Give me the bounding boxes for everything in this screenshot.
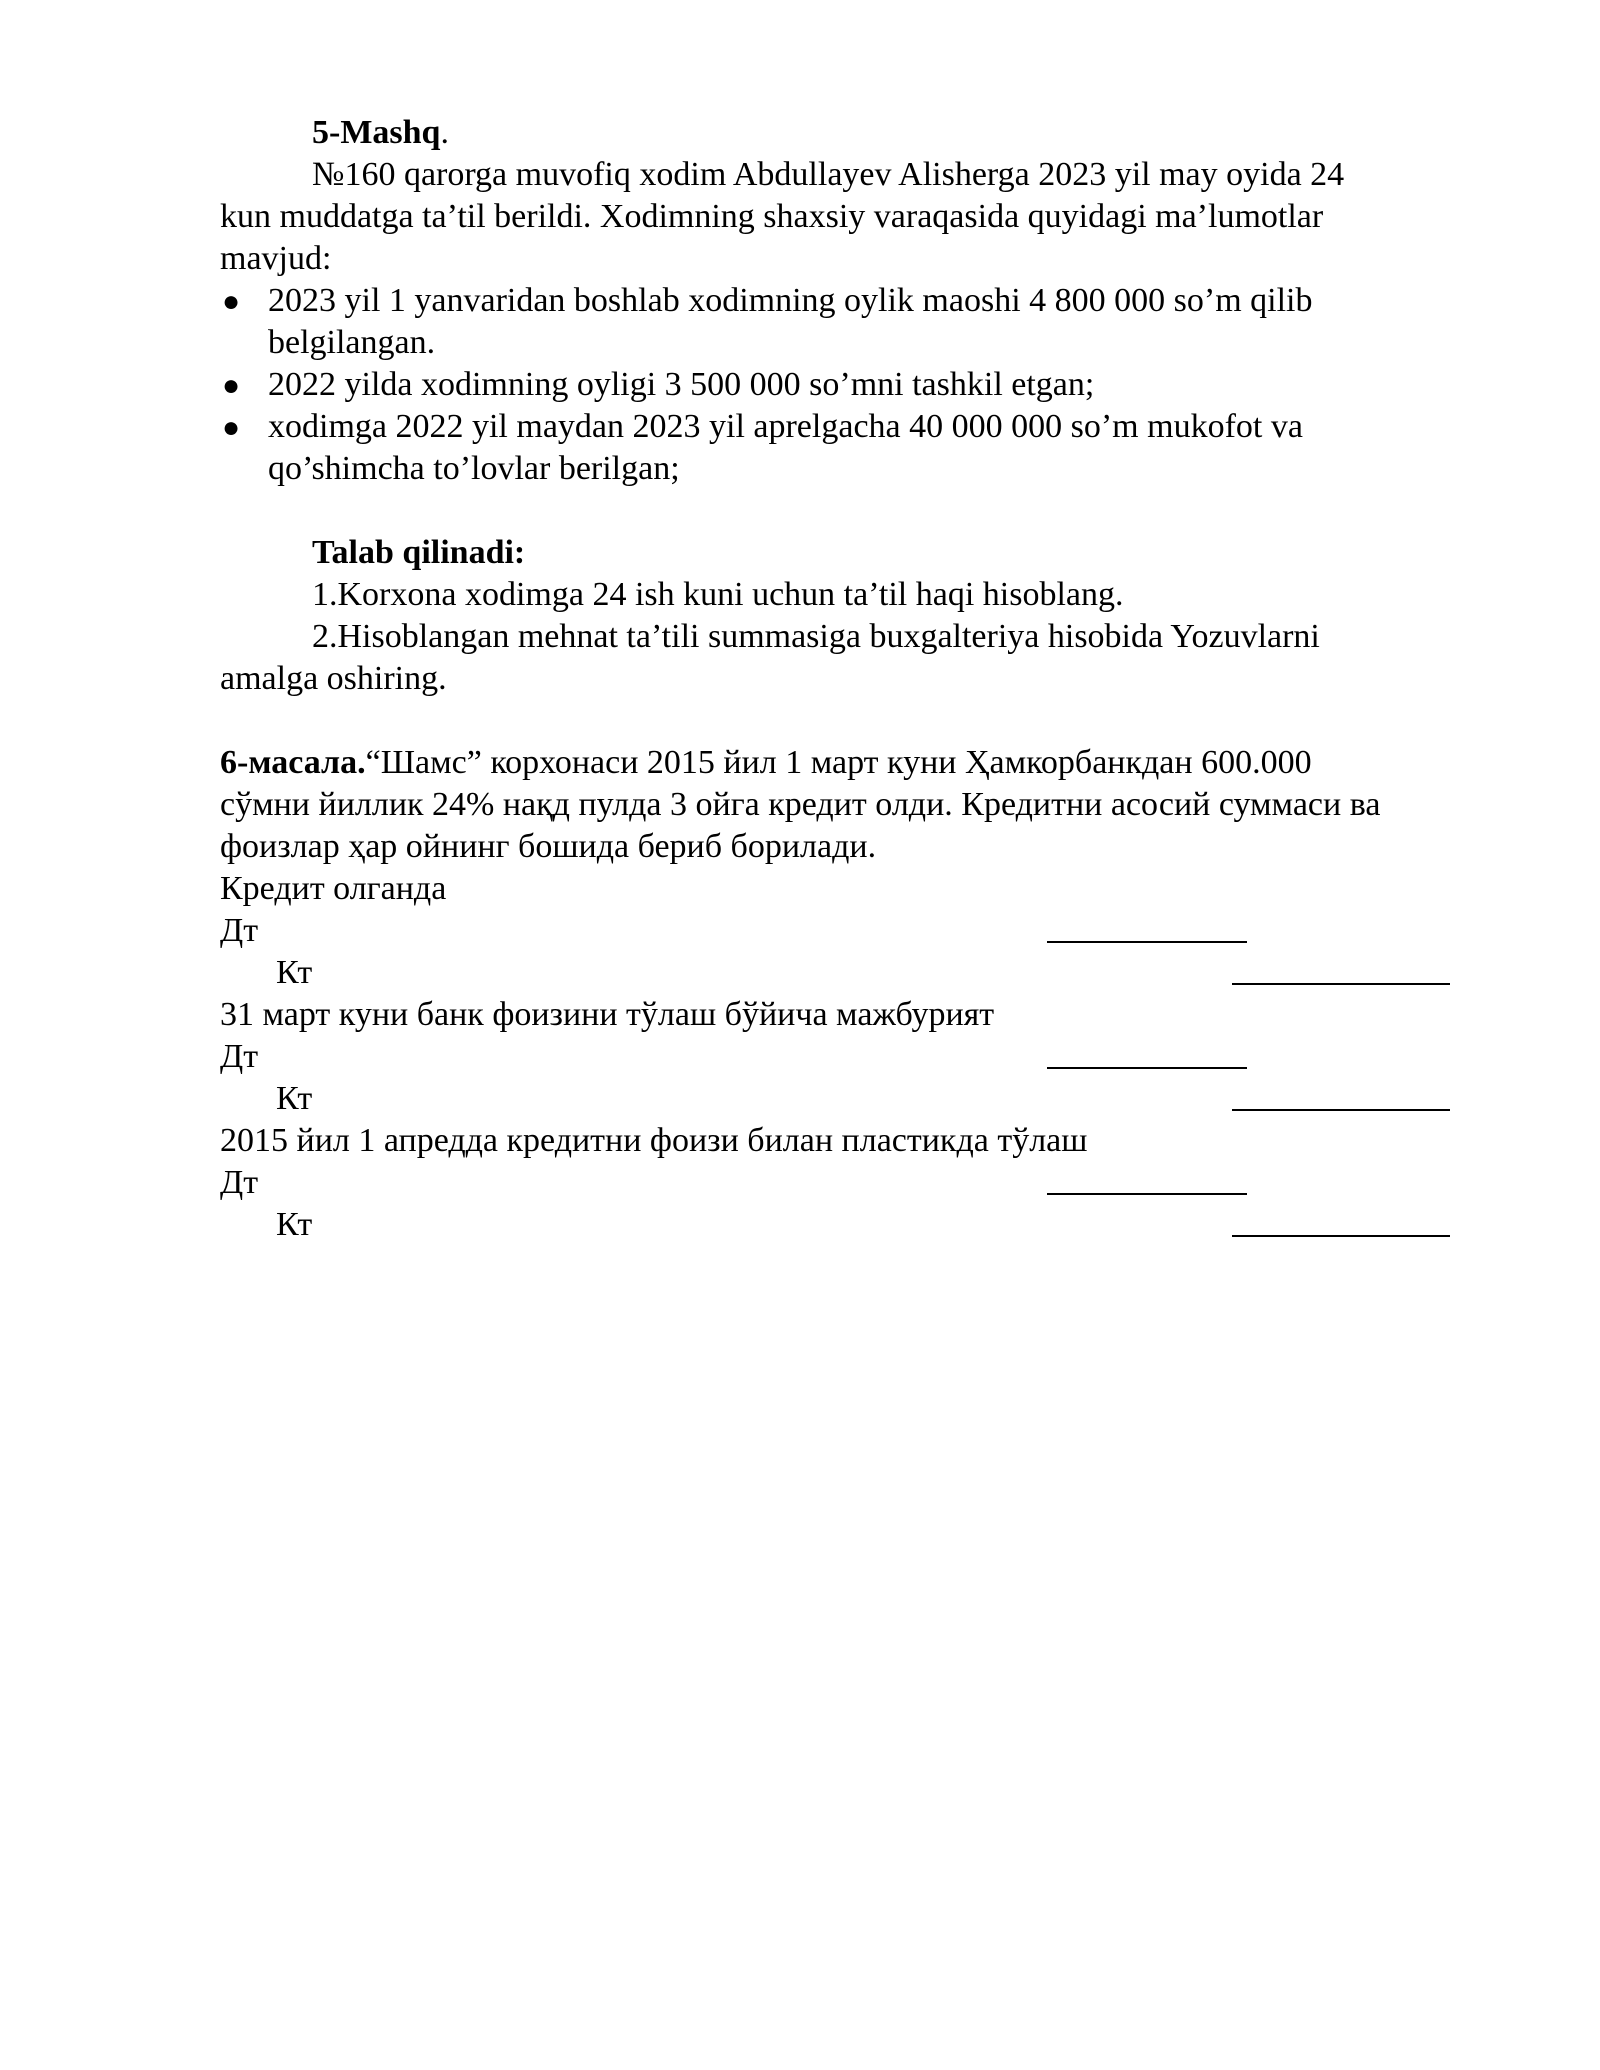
bullet-3-dot: ●: [222, 411, 241, 444]
task6-text-line2: сўмни йиллик 24% нақд пулда 3 ойга кредит олди. Кредитни асосий суммаси ва: [220, 786, 1381, 823]
entry-3-debit-blank: [1047, 1193, 1247, 1195]
entry-2-debit-blank: [1047, 1067, 1247, 1069]
bullet-2-dot: ●: [222, 369, 241, 402]
exercise5-heading-tail: .: [440, 114, 449, 151]
bullet-1-line2: belgilangan.: [268, 324, 436, 361]
required-heading: Talab qilinadi:: [312, 534, 526, 571]
entry-2-credit-blank: [1232, 1109, 1450, 1111]
entry-3-credit-blank: [1232, 1235, 1450, 1237]
entry-1-credit-label: Кт: [276, 954, 313, 991]
entry-2-credit-label: Кт: [276, 1080, 313, 1117]
entry-2-caption: 31 март куни банк фоизини тўлаш бўйича мажбурият: [220, 996, 995, 1033]
entry-3-caption: 2015 йил 1 апредда кредитни фоизи билан пластикда тўлаш: [220, 1122, 1088, 1159]
entry-3-debit-label: Дт: [220, 1164, 259, 1201]
bullet-2-line1: 2022 yilda xodimning oyligi 3 500 000 so’mni tashkil etgan;: [268, 366, 1095, 403]
bullet-1-dot: ●: [222, 285, 241, 318]
exercise5-heading: [312, 112, 449, 154]
entry-1-debit-label: Дт: [220, 912, 259, 949]
task-1: 1.Korxona xodimga 24 ish kuni uchun ta’til haqi hisoblang.: [312, 576, 1124, 613]
bullet-1-line1: 2023 yil 1 yanvaridan boshlab xodimning oylik maoshi 4 800 000 so’m qilib: [268, 282, 1313, 319]
entry-1-debit-blank: [1047, 941, 1247, 943]
entry-3-credit-label: Кт: [276, 1206, 313, 1243]
entry-2-debit-label: Дт: [220, 1038, 259, 1075]
exercise5-intro-line3: mavjud:: [220, 240, 332, 277]
task6-text-line1: “Шамс” корхонаси 2015 йил 1 март куни Ҳамкорбанкдан 600.000: [365, 744, 1312, 781]
bullet-3-line1: xodimga 2022 yil maydan 2023 yil aprelgacha 40 000 000 so’m mukofot va: [268, 408, 1303, 445]
task6-text-line3: фоизлар ҳар ойнинг бошида бериб борилади.: [220, 828, 877, 865]
task6-heading: 6-масала.: [220, 744, 366, 781]
exercise5-heading-text: 5-Mashq: [312, 114, 441, 151]
exercise5-intro-line1: №160 qarorga muvofiq xodim Abdullayev Alisherga 2023 yil may oyida 24: [312, 156, 1345, 193]
entry-1-credit-blank: [1232, 983, 1450, 985]
task-2-line2: amalga oshiring.: [220, 660, 447, 697]
task-2-line1: 2.Hisoblangan mehnat ta’tili summasiga buxgalteriya hisobida Yozuvlarni: [312, 618, 1320, 655]
exercise5-intro-line2: kun muddatga ta’til berildi. Xodimning shaxsiy varaqasida quyidagi ma’lumotlar: [220, 198, 1324, 235]
entry-1-caption: Кредит олганда: [220, 870, 447, 907]
task6-line1: [220, 742, 1312, 784]
bullet-3-line2: qo’shimcha to’lovlar berilgan;: [268, 450, 680, 487]
